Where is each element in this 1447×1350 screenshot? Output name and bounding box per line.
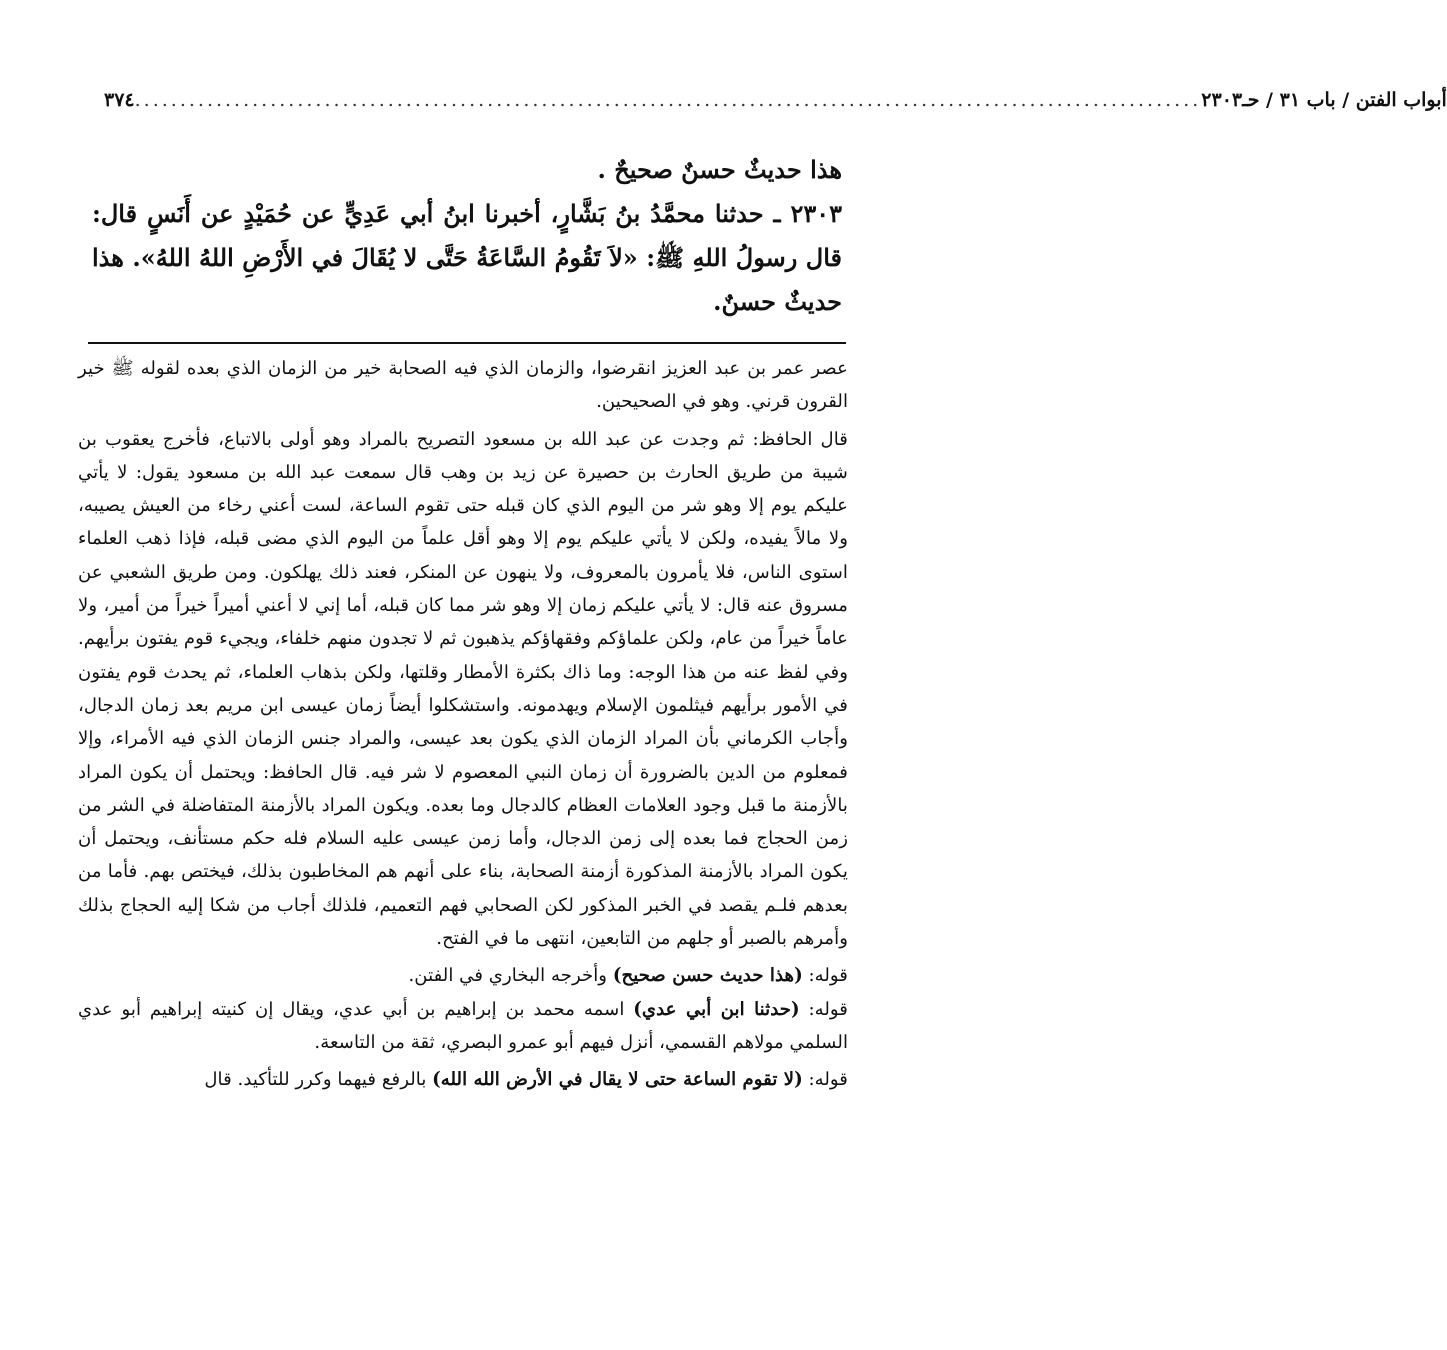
commentary-paragraph-2: قال الحافظ: ثم وجدت عن عبد الله بن مسعود التصريح بالمراد وهو أولى بالاتباع، فأخرج يعقوب بن شيبة من طريق الحارث بن حصيرة عن زيد بن وهب قال سمعت عبد الله بن مسعود يقول: لا يأتي عليكم يوم إلا وهو شر من اليوم الذي كان قبله حتى تقوم الساعة، لست أعني رخاء من العيش يصيبه، ولا مالاً يفيده، ولكن لا يأتي عليكم يوم إلا وهو أقل علماً من اليوم الذي مضى قبله، فإذا ذهب العلماء استوى الناس، فلا يأمرون بالمعروف، ولا ينهون عن المنكر، فعند ذلك يهلكون. ومن طريق الشعبي عن مسروق عنه قال: لا يأتي عليكم زمان إلا وهو شر مما كان قبله، أما إني لا أعني أميراً خيراً من أمير، ولا عاماً خيراً من عام، ولكن علماؤكم وفقهاؤكم يذهبون ثم لا تجدون منهم خلفاء، ويجيء قوم يفتون برأيهم. وفي لفظ عنه من هذا الوجه: وما ذاك بكثرة الأمطار وقلتها، ولكن بذهاب العلماء، ثم يحدث قوم يفتون في الأمور برأيهم فيثلمون الإسلام ويهدمونه. واستشكلوا أيضاً زمان عيسى ابن مريم بعد زمان الدجال، وأجاب الكرماني بأن المراد الزمان الذي يكون بعد عيسى، والمراد جنس الزمان الذي فيه الأمراء، وإلا فمعلوم من الدين بالضرورة أن زمان النبي المعصوم لا شر فيه. قال الحافظ: ويحتمل أن يكون المراد بالأزمنة ما قبل وجود العلامات العظام كالدجال وما بعده. ويكون المراد بالأزمنة المتفاضلة في الشر من زمن الحجاج فما بعده إلى زمن الدجال، وأما زمن عيسى عليه السلام فله حكم مستأنف، ويحتمل أن يكون المراد بالأزمنة المذكورة أزمنة الصحابة، بناء على أنهم هم المخاطبون بذلك، فيختص بهم. فأما من بعدهم فلـم يقصد في الخبر المذكور لكن الصحابي فهم التعميم، فلذلك أجاب من شكا إليه الحجاج بذلك وأمرهم بالصبر أو جلهم من التابعين، انتهى ما في الفتح. <box>78 428 848 950</box>
note-3-body: بالرفع فيهما وكرر للتأكيد. قال <box>204 1069 433 1091</box>
note-3-lead: قوله: <box>802 1069 848 1091</box>
note-1-lead: قوله: <box>802 965 848 987</box>
note-3-quote: (لا تقوم الساعة حتى لا يقال في الأرض الله الله) <box>432 1069 803 1091</box>
note-2-body: اسمه محمد بن إبراهيم بن أبي عدي، ويقال إن كنيته إبراهيم أبو عدي السلمي مولاهم القسمي، أنزل فيهم أبو عمرو البصري، ثقة من التاسعة. <box>78 998 848 1053</box>
commentary-block <box>78 352 848 1097</box>
running-title: أبواب الفتن / باب ٣١ / حـ٢٣٠٣ <box>1201 89 1447 111</box>
note-2-quote: (حدثنا ابن أبي عدي) <box>633 998 800 1020</box>
page-number: ٣٧٤ <box>104 89 135 111</box>
leader-dots: ...................................................................................................................... <box>134 89 1202 111</box>
note-1 <box>78 959 848 992</box>
note-1-quote: (هذا حديث حسن صحيح) <box>612 965 803 987</box>
hadith-text <box>92 192 842 324</box>
hadith-number: ٢٣٠٣ <box>790 199 842 228</box>
hadith-block <box>92 148 842 324</box>
note-1-body: وأخرجه البخاري في الفتن. <box>408 965 613 987</box>
section-divider <box>88 342 846 344</box>
note-2 <box>78 993 848 1060</box>
note-2-lead: قوله: <box>799 998 848 1020</box>
commentary-paragraph-1: عصر عمر بن عبد العزيز انقرضوا، والزمان الذي فيه الصحابة خير من الزمان الذي بعده لقوله ﷺ خير القرون قرني. وهو في الصحيحين. <box>78 358 848 413</box>
hadith-body: ـ حدثنا محمَّدُ بنُ بَشَّارٍ، أخبرنا ابنُ أبي عَدِيٍّ عن حُمَيْدٍ عن أَنَسٍ قال: قال رسولُ اللهِ ﷺ: «لاَ تَقُومُ السَّاعَةُ حَتَّى لا يُقَالَ في الأَرْضِ اللهُ اللهُ». هذا حديثٌ حسنٌ. <box>92 199 842 316</box>
grade-line: هذا حديثٌ حسنٌ صحيحٌ . <box>597 155 842 184</box>
note-3 <box>78 1063 848 1096</box>
page-header <box>92 84 1447 116</box>
